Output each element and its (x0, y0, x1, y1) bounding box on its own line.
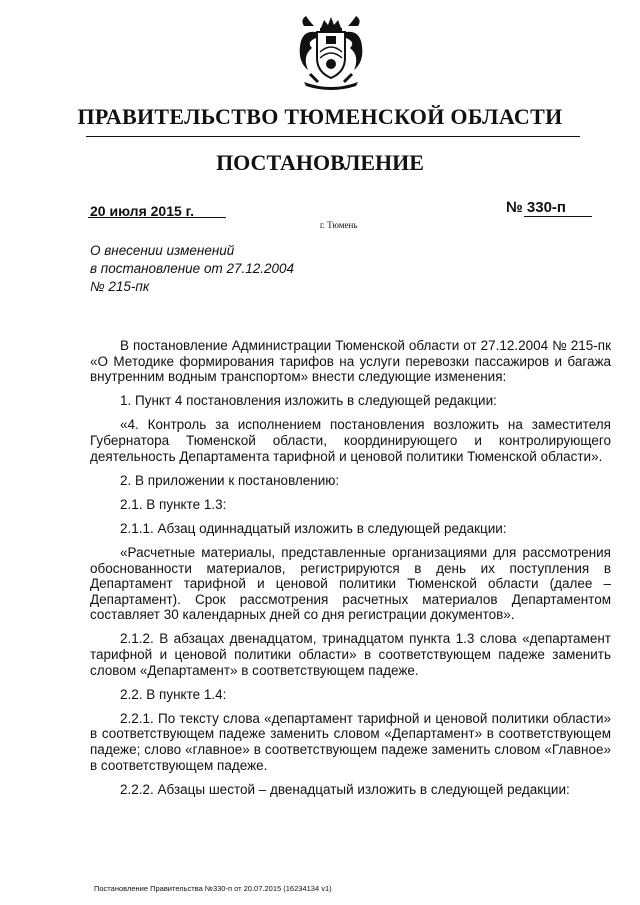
body-paragraph: 2.1.1. Абзац одиннадцатый изложить в следующей редакции: (120, 520, 507, 536)
document-number: № 330-п (506, 199, 566, 216)
document-subject (90, 242, 370, 296)
document-date: 20 июля 2015 г. (90, 203, 194, 219)
body-paragraph: 2.2.1. По тексту слова «департамент тарифной и ценовой политики области» в соответствующем падеже заменить словом «Департамент» в соответствующем падеже; слово «главное» в соответствующем падеже заменить словом «Главное» в соответствующем падеже. (90, 710, 611, 773)
body-paragraph: В постановление Администрации Тюменской области от 27.12.2004 № 215-пк «О Методике формирования тарифов на услуги перевозки пассажиров и багажа внутренним водным транспортом» внести следующие изменения: (90, 338, 611, 385)
body-paragraph: 1. Пункт 4 постановления изложить в следующей редакции: (120, 393, 497, 409)
document-type-title: ПОСТАНОВЛЕНИЕ (216, 150, 424, 175)
subject-line: в постановление от 27.12.2004 (90, 261, 295, 276)
document-body (90, 338, 611, 806)
subject-line: О внесении изменений (90, 243, 235, 258)
body-paragraph: 2.2.2. Абзацы шестой – двенадцатый изложить в следующей редакции: (120, 781, 570, 797)
header-divider (86, 136, 580, 137)
body-paragraph: 2. В приложении к постановлению: (120, 472, 340, 488)
body-paragraph: «Расчетные материалы, представленные организациями для рассмотрения обоснованности материалов, регистрируются в день их поступления в Департамент тарифной и ценовой политики Тюменской области (далее – Департамент). Срок рассмотрения расчетных материалов Департаментом составляет 30 календарных дней со дня регистрации документов». (90, 544, 611, 623)
number-underline (524, 216, 592, 217)
body-paragraph: 2.1.2. В абзацах двенадцатом, тринадцатом пункта 1.3 слова «департамент тарифной и ценовой политики области» в соответствующем падеже заменить словом «Департамент» в соответствующем падеже. (90, 631, 611, 678)
body-paragraph: 2.1. В пункте 1.3: (120, 496, 227, 512)
body-paragraph: 2.2. В пункте 1.4: (120, 686, 227, 702)
coat-of-arms-emblem (290, 12, 372, 94)
footer-reference: Постановление Правительства №330-п от 20.07.2015 (16234134 v1) (94, 884, 332, 893)
organization-title: ПРАВИТЕЛЬСТВО ТЮМЕНСКОЙ ОБЛАСТИ (77, 104, 563, 129)
body-paragraph: «4. Контроль за исполнением постановления возложить на заместителя Губернатора Тюменской области, координирующего и контролирующего деятельность Департамента тарифной и ценовой политики Тюменской области». (90, 417, 611, 464)
city-label: г. Тюмень (320, 220, 358, 230)
date-underline (88, 217, 226, 218)
subject-line: № 215-пк (90, 279, 150, 294)
